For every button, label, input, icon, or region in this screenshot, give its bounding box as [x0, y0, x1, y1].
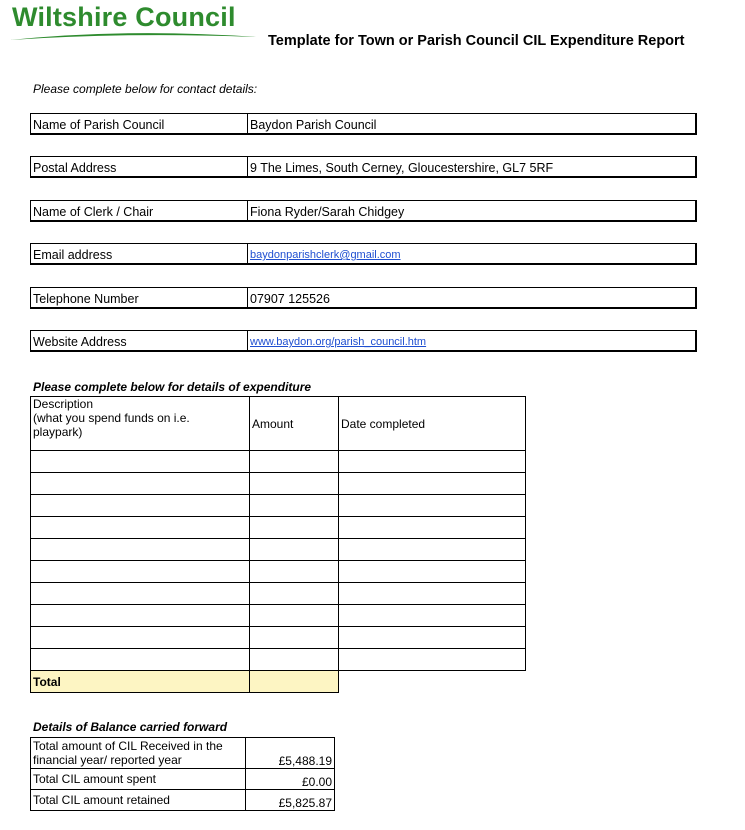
postal-address-field[interactable]: 9 The Limes, South Cerney, Gloucestershire, GL7 5RF — [250, 161, 554, 175]
total-row — [31, 671, 526, 693]
email-link[interactable]: baydonparishclerk@gmail.com — [250, 249, 401, 261]
contact-label: Name of Parish Council — [33, 118, 165, 132]
total-label: Total — [31, 671, 250, 693]
table-row[interactable] — [31, 539, 526, 561]
balance-table — [30, 737, 335, 811]
contact-row-telephone — [30, 287, 697, 309]
table-row[interactable] — [31, 451, 526, 473]
contact-label: Name of Clerk / Chair — [33, 205, 154, 219]
table-row[interactable] — [31, 627, 526, 649]
table-header-row — [31, 397, 526, 451]
cil-received-label: Total amount of CIL Received in the financial year/ reported year — [31, 738, 246, 769]
contact-row-parish-council — [30, 113, 697, 135]
amount-header: Amount — [250, 397, 339, 451]
contact-row-website — [30, 330, 697, 352]
contact-label: Website Address — [33, 335, 127, 349]
logo-text: Wiltshire Council — [12, 2, 236, 32]
telephone-field[interactable]: 07907 125526 — [250, 292, 330, 306]
description-header: Description (what you spend funds on i.e. playpark) — [31, 397, 250, 451]
cil-retained-value[interactable]: £5,825.87 — [246, 790, 335, 811]
table-row[interactable] — [31, 517, 526, 539]
contact-label: Postal Address — [33, 161, 117, 175]
balance-title: Details of Balance carried forward — [33, 720, 228, 734]
date-completed-header: Date completed — [339, 397, 526, 451]
clerk-chair-field[interactable]: Fiona Ryder/Sarah Chidgey — [250, 205, 405, 219]
table-row — [31, 769, 335, 790]
contact-label: Telephone Number — [33, 292, 139, 306]
logo-swoosh-icon — [8, 28, 258, 44]
report-title: Template for Town or Parish Council CIL Expenditure Report — [268, 33, 685, 49]
expenditure-title: Please complete below for details of expenditure — [33, 380, 312, 394]
expenditure-table — [30, 396, 526, 693]
cil-retained-label: Total CIL amount retained — [31, 790, 246, 811]
table-row[interactable] — [31, 605, 526, 627]
contact-row-email — [30, 243, 697, 265]
contact-row-clerk-chair — [30, 200, 697, 222]
parish-council-field[interactable]: Baydon Parish Council — [250, 118, 377, 132]
table-row[interactable] — [31, 561, 526, 583]
table-row[interactable] — [31, 649, 526, 671]
cil-spent-label: Total CIL amount spent — [31, 769, 246, 790]
cil-received-value[interactable]: £5,488.19 — [246, 738, 335, 769]
total-amount-cell[interactable] — [250, 671, 339, 693]
cil-spent-value[interactable]: £0.00 — [246, 769, 335, 790]
table-row — [31, 790, 335, 811]
table-row — [31, 738, 335, 769]
table-row[interactable] — [31, 583, 526, 605]
contact-intro: Please complete below for contact details: — [33, 82, 258, 96]
contact-label: Email address — [33, 248, 113, 262]
contact-row-postal-address — [30, 156, 697, 178]
website-link[interactable]: www.baydon.org/parish_council.htm — [250, 336, 427, 348]
table-row[interactable] — [31, 495, 526, 517]
table-row[interactable] — [31, 473, 526, 495]
